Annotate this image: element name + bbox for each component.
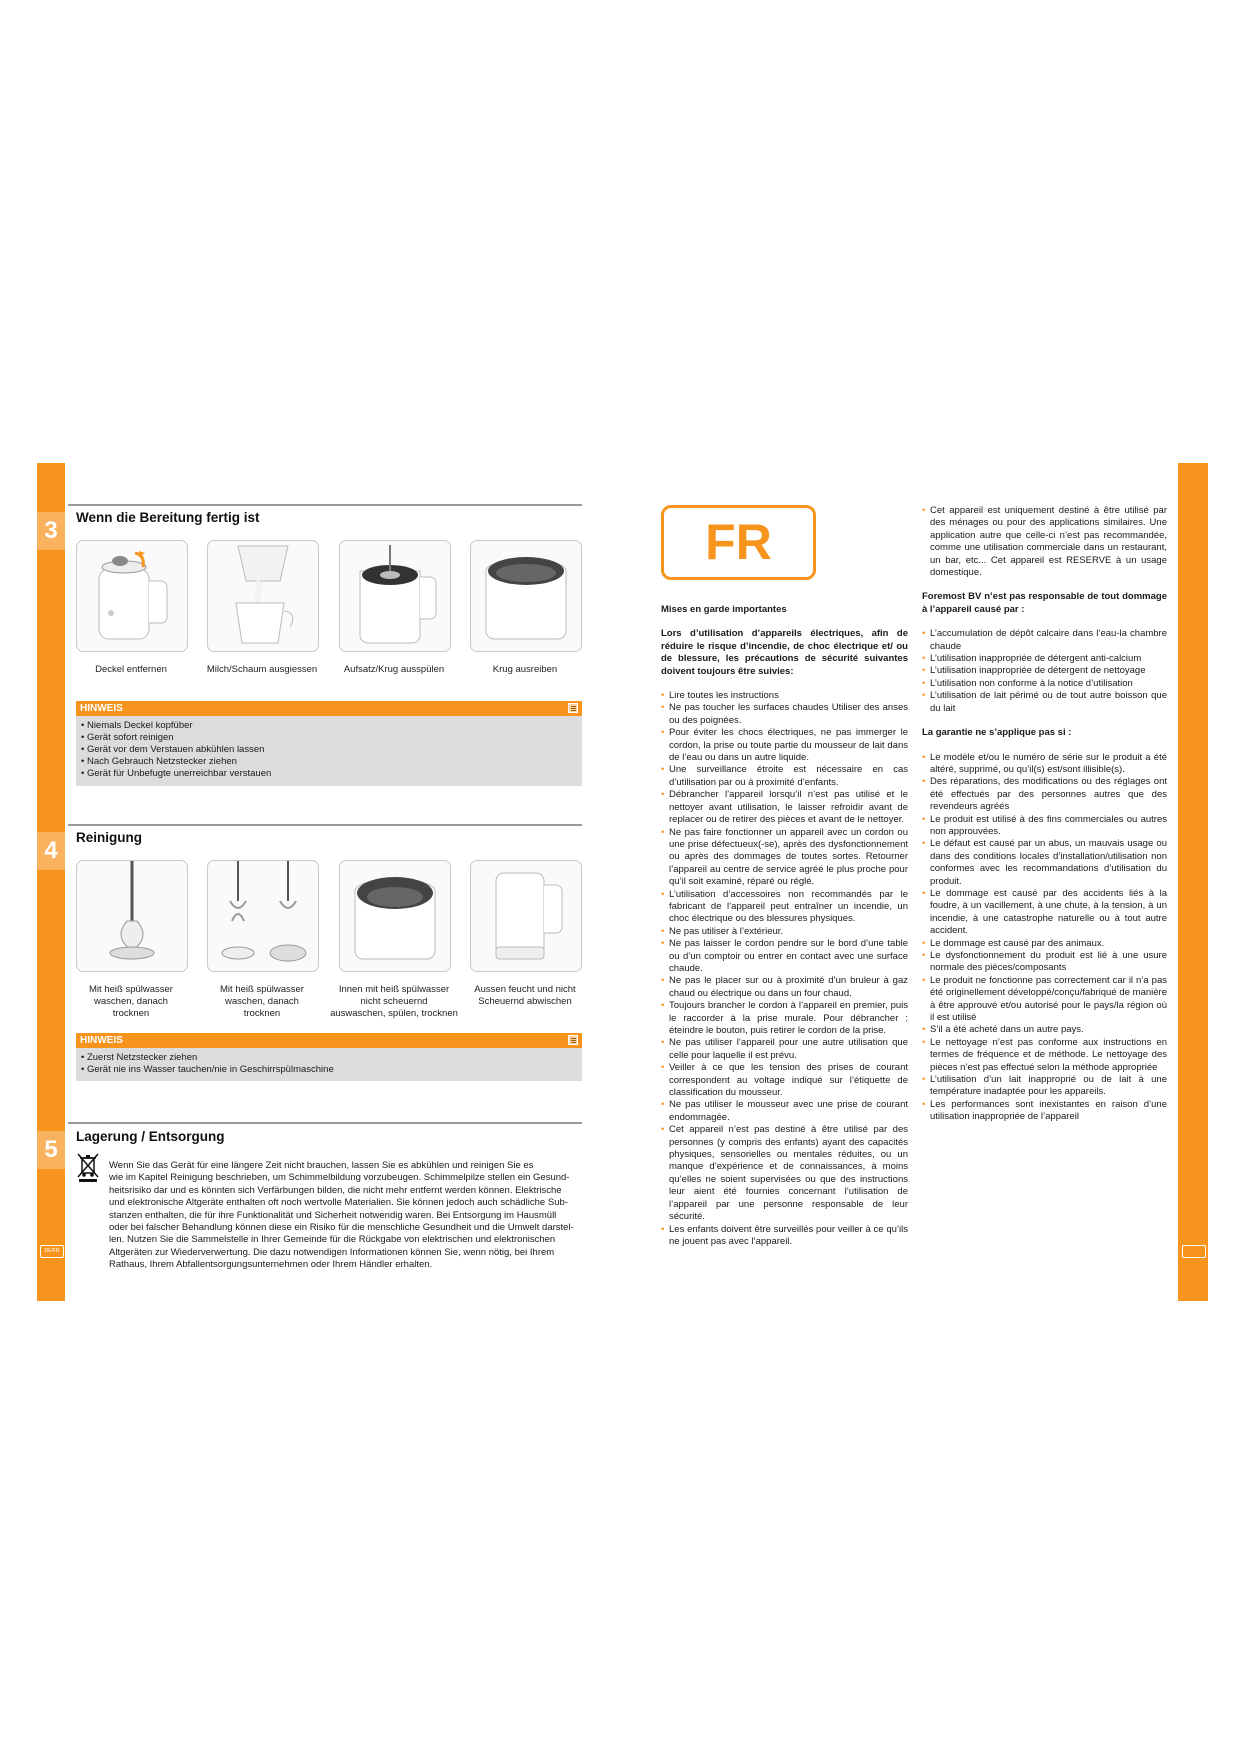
section-5-title: Lagerung / Entsorgung bbox=[76, 1129, 225, 1144]
jug-rinse-photo bbox=[339, 540, 451, 652]
hint-item: • Nach Gebrauch Netzstecker ziehen bbox=[81, 756, 237, 767]
hint-title: HINWEIS bbox=[80, 1035, 123, 1046]
left-accent-bar bbox=[37, 463, 65, 1301]
step-caption: Aufsatz/Krug ausspülen bbox=[343, 664, 445, 675]
fr-heading: Mises en garde importantes bbox=[661, 604, 787, 615]
fr-right-column bbox=[922, 505, 1167, 1124]
hint-item: • Gerät nie ins Wasser tauchen/nie in Geschirrspülmaschine bbox=[81, 1064, 334, 1075]
fr-liability-heading: Foremost BV n’est pas responsable de tout dommage à l’appareil causé par : bbox=[922, 591, 1167, 615]
section-3-title: Wenn die Bereitung fertig ist bbox=[76, 510, 260, 525]
hint-header bbox=[76, 1033, 582, 1048]
hint-item: • Gerät für Unbefugte unerreichbar verstauen bbox=[81, 768, 272, 779]
list-item: • Veiller à ce que les tension des prises de courant correspondent au voltage indiqué sur l’étiquette de classification du mousseur. bbox=[661, 1062, 908, 1099]
jug-interior-photo bbox=[339, 860, 451, 972]
step-caption: Aussen feucht und nicht Scheuernd abwischen bbox=[474, 984, 576, 1007]
list-item: • Une surveillance étroite est nécessaire en cas d’utilisation par ou à proximité d’enfants. bbox=[661, 764, 908, 789]
step-caption: Deckel entfernen bbox=[95, 664, 167, 675]
list-item: • Le produit est utilisé à des fins commerciales ou autres non approuvées. bbox=[922, 814, 1167, 839]
hint-title: HINWEIS bbox=[80, 703, 123, 714]
list-item: • Le produit ne fonctionne pas correctement car il n’a pas été originellement développé/conçu/fabriqué de manière à être approuvé et/ou autorisé pour le pays/la région où il est utilisé bbox=[922, 975, 1167, 1025]
pouring-milk-photo bbox=[207, 540, 319, 652]
list-item: • Le dommage est causé par des animaux. bbox=[922, 938, 1167, 950]
frother-exterior-photo bbox=[470, 860, 582, 972]
list-item: • Les performances sont inexistantes en raison d’une utilisation inappropriée de l’appareil bbox=[922, 1099, 1167, 1124]
list-item: • Ne pas utiliser l’appareil pour une autre utilisation que celle pour laquelle il est prévu. bbox=[661, 1037, 908, 1062]
list-item: • Le dysfonctionnement du produit est lié à une usure normale des pièces/composants bbox=[922, 950, 1167, 975]
list-item: • Ne pas utiliser à l’extérieur. bbox=[661, 926, 908, 938]
hint-header bbox=[76, 701, 582, 716]
whisk-photo bbox=[76, 860, 188, 972]
step-caption: Mit heiß spülwasser waschen, danach trocknen bbox=[220, 984, 304, 1019]
list-item: • Ne pas toucher les surfaces chaudes Utiliser des anses ou des poignées. bbox=[661, 702, 908, 727]
section-5-number: 5 bbox=[37, 1131, 65, 1169]
section-4-title: Reinigung bbox=[76, 830, 142, 845]
list-item: • Pour éviter les chocs électriques, ne pas immerger le cordon, la prise ou toute partie du mousseur de lait dans de l’eau ou dans un autre liquide. bbox=[661, 727, 908, 764]
list-item: • Débrancher l’appareil lorsqu’il n’est pas utilisé et le nettoyer avant utilisation, le laisser refroidir avant de replacer ou de retirer des pièces et avant de le nettoyer. bbox=[661, 789, 908, 826]
list-item: • Des réparations, des modifications ou des réglages ont été effectués par des personnes autres que des revendeurs agréés bbox=[922, 776, 1167, 813]
list-item: • Le défaut est causé par un abus, un mauvais usage ou dans des conditions locales d’installation/utilisation non conformes avec les recommandations d’utilisation du produit. bbox=[922, 838, 1167, 888]
fr-warranty-heading: La garantie ne s’applique pas si : bbox=[922, 727, 1072, 739]
jug-interior-photo bbox=[470, 540, 582, 652]
fr-left-column bbox=[661, 604, 908, 1248]
hint-item: • Gerät sofort reinigen bbox=[81, 732, 174, 743]
section-3-number: 3 bbox=[37, 512, 65, 550]
list-item: • L’utilisation d’accessoires non recommandés par le fabricant de l’appareil peut entraîner un incendie, un choc électrique ou des blessures physiques. bbox=[661, 889, 908, 926]
list-item: • Ne pas faire fonctionner un appareil avec un cordon ou une prise défectueux(-se), après des dysfonctionnement ou après des dommages de toutes sortes. Retourner l’appareil au centre de service agréé le plus proche pour qu’il soit examiné, réparé ou réglé. bbox=[661, 827, 908, 889]
section-3-rule bbox=[68, 504, 582, 506]
section-4-rule bbox=[68, 824, 582, 826]
note-icon bbox=[568, 1035, 578, 1045]
language-badge: FR bbox=[661, 505, 816, 580]
list-item: • L’utilisation non conforme à la notice d’utilisation bbox=[922, 678, 1167, 690]
hint-body bbox=[76, 716, 582, 786]
list-item: • L’utilisation inappropriée de détergent anti-calcium bbox=[922, 653, 1167, 665]
list-item: • Le nettoyage n’est pas conforme aux instructions en termes de fréquence et de méthode. Le nettoyage des pièces n’est pas effectué selon la méthode appropriée bbox=[922, 1037, 1167, 1074]
list-item: • S’il a été acheté dans un autre pays. bbox=[922, 1024, 1167, 1036]
hint-item: • Zuerst Netzstecker ziehen bbox=[81, 1052, 198, 1063]
list-item: • Les enfants doivent être surveillés pour veiller à ce qu’ils ne jouent pas avec l’appareil. bbox=[661, 1224, 908, 1249]
list-item: • Ne pas le placer sur ou à proximité d’un bruleur à gaz chaud ou électrique ou dans un four chaud. bbox=[661, 975, 908, 1000]
step-caption: Mit heiß spülwasser waschen, danach trocknen bbox=[89, 984, 173, 1019]
fr-safety-list bbox=[661, 690, 908, 1248]
lid-removal-photo bbox=[76, 540, 188, 652]
list-item: • Ne pas utiliser le mousseur avec une prise de courant endommagée. bbox=[661, 1099, 908, 1124]
list-item: • L’utilisation inappropriée de détergent de nettoyage bbox=[922, 665, 1167, 677]
list-item: • L’accumulation de dépôt calcaire dans l’eau-la chambre chaude bbox=[922, 628, 1167, 653]
whisk-attachments-photo bbox=[207, 860, 319, 972]
step-caption: Milch/Schaum ausgiessen bbox=[206, 664, 318, 675]
list-item: • Cet appareil est uniquement destiné à être utilisé par des ménages ou pour des applications similaires. Une application autre que celle-ci n’est pas recommandée, comme une utilisation commerciale dans un restaurant, un bar, etc... Cet appareil est RESERVE à un usage domestique. bbox=[922, 505, 1167, 579]
list-item: • Cet appareil n’est pas destiné à être utilisé par des personnes (y compris des enfants) ayant des capacités physiques, sensorielles ou mentales réduites, ou un manque d’expérience et de connaissances, à moins qu’elles ne soient supervisées ou que des instructions leur aient été fournies concernant l’utilisation de l’appareil par une personne responsable de leur sécurité. bbox=[661, 1124, 908, 1223]
list-item: • Lire toutes les instructions bbox=[661, 690, 908, 702]
fr-intro: Lors d’utilisation d’appareils électriques, afin de réduire le risque d’incendie, de choc électrique et/ ou de blessure, les précautions de sécurité suivantes doivent toujours être suivies: bbox=[661, 628, 908, 677]
list-item: • Le modèle et/ou le numéro de série sur le produit a été altéré, supprimé, ou qu’il(s) est/sont illisible(s). bbox=[922, 752, 1167, 777]
right-page-tag bbox=[1182, 1245, 1206, 1258]
right-accent-bar bbox=[1178, 463, 1208, 1301]
note-icon bbox=[568, 703, 578, 713]
weee-crossed-bin-icon bbox=[76, 1152, 100, 1182]
list-item: • L’utilisation d’un lait inapproprié ou de lait à une température inadaptée pour les appareils. bbox=[922, 1074, 1167, 1099]
list-item: • Toujours brancher le cordon à l’appareil en premier, puis le raccorder à la prise murale. Pour débrancher : éteindre le bouton, puis retirer le cordon de la prise. bbox=[661, 1000, 908, 1037]
disposal-paragraph: Wenn Sie das Gerät für eine längere Zeit nicht brauchen, lassen Sie es abkühlen und reinigen Sie es wie im Kapitel Reinigung beschrieben, um Schimmelbildung vorzubeugen. Schimmelpilze stellen ein Gesund- heitsrisiko dar und es könnten sich Verfärbungen bilden, die nicht mehr entfernt werden können. Elektrische und elektronische Altgeräte enthalten oft noch wertvolle Materialien. Sie können jedoch auch schädliche Sub- stanzen enthalten, die für ihre Funktionalität und Sicherheit notwendig waren. Bei Entsorgung im Hausmüll oder bei falscher Behandlung können diese ein Risiko für die menschliche Gesundheit und die Umwelt darstel- len. Nutzen Sie die Sammelstelle in Ihrer Gemeinde für die Rückgabe von elektrischen und elektronischen Altgeräten zur Wiederverwertung. Die dazu notwendigen Informationen können Sie, wenn nötig, bei Ihrem Rathaus, Ihrem Abfallentsorgungsunternehmen oder Ihrem Händler erhalten. bbox=[109, 1160, 574, 1271]
hint-body bbox=[76, 1048, 582, 1081]
section-5-rule bbox=[68, 1122, 582, 1124]
hint-item: • Gerät vor dem Verstauen abkühlen lassen bbox=[81, 744, 265, 755]
hint-item: • Niemals Deckel kopfüber bbox=[81, 720, 193, 731]
list-item: • Ne pas laisser le cordon pendre sur le bord d’une table ou d’un comptoir ou entrer en contact avec une surface chaude. bbox=[661, 938, 908, 975]
section-4-number: 4 bbox=[37, 832, 65, 870]
list-item: • L’utilisation de lait périmé ou de tout autre boisson que du lait bbox=[922, 690, 1167, 715]
step-caption: Krug ausreiben bbox=[492, 664, 558, 675]
left-page-tag: DE/FR bbox=[40, 1245, 64, 1258]
step-caption: Innen mit heiß spülwasser nicht scheuernd auswaschen, spülen, trocknen bbox=[330, 984, 458, 1019]
list-item: • Le dommage est causé par des accidents liés à la foudre, à un vacillement, à une chute, à la tension, à un incendie, à une catastrophe naturelle ou à tout autre accident. bbox=[922, 888, 1167, 938]
